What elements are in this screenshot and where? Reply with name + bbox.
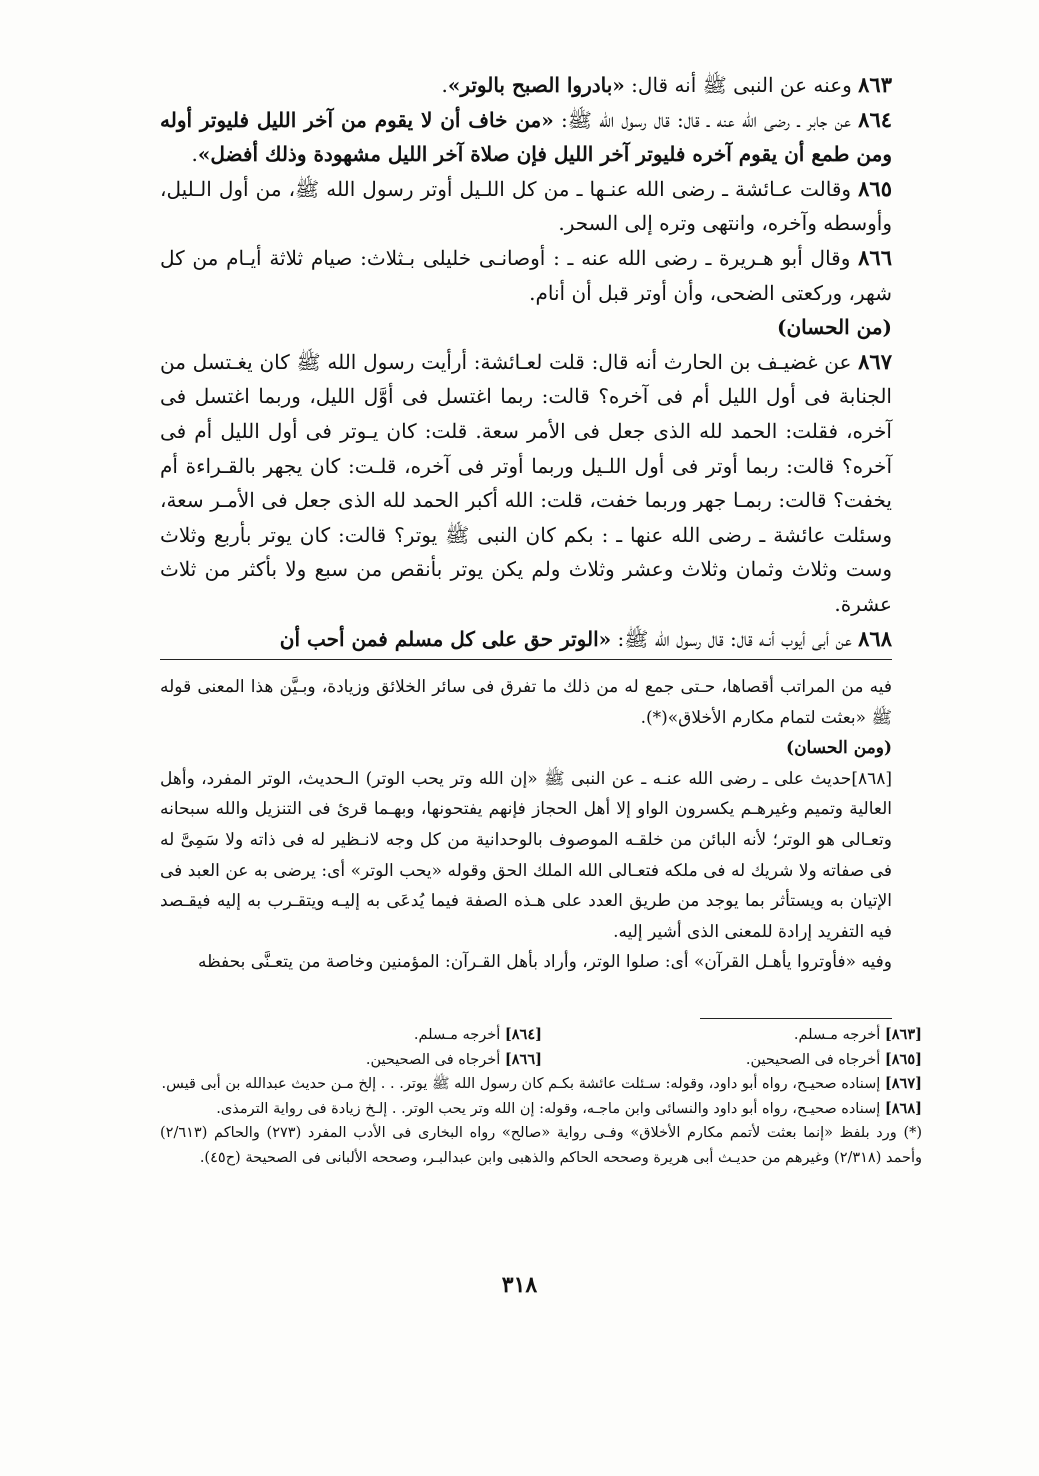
footnote-number: [٨٦٤] <box>504 1026 542 1043</box>
footnote-text: أخرجه مـسلم. <box>413 1027 505 1043</box>
footnote-number: [٨٦٨] <box>884 1099 922 1117</box>
divider-line <box>160 659 892 660</box>
footnote-number: [٨٦٦] <box>504 1050 542 1068</box>
footnote-868 <box>160 1097 922 1122</box>
hadith-tail: . <box>191 142 198 167</box>
footnote-text: إسناده صحيـح، رواه أبو داود، وقوله: سـئلت عائشة بكـم كان رسول الله ﷺ يوتر. . . إلخ مـن حديث عبدالله بن أبى قيس. <box>161 1076 885 1092</box>
footnote-text: أخرجاه فى الصحيحين. <box>365 1051 505 1068</box>
hadith-tail: . <box>441 73 448 97</box>
footnote-number: [٨٦٥] <box>884 1050 922 1068</box>
hadith-isnad: وعنه عن النبى ﷺ أنه قال: <box>624 73 859 97</box>
footnote-row <box>160 1023 922 1048</box>
hadith-isnad: عن جابر ـ رضى الله عنه ـ قال: قال رسول الله ﷺ: <box>553 107 859 132</box>
page-number: ٣١٨ <box>501 1272 538 1298</box>
hadith-matn: «من خاف أن لا يقوم من آخر الليل فليوتر أوله ومن طمع أن يقوم آخره فليوتر آخر الليل فإن صلاة آخر الليل مشهودة وذلك أفضل» <box>160 107 892 167</box>
hadith-text: وقالت عـائشة ـ رضى الله عنـها ـ من كل اللـيل أوتر رسول الله ﷺ، من أول الـليل، وأوسطه وآخره، وانتهى وتره إلى السحر. <box>160 176 892 236</box>
footnote-number: [٨٦٣] <box>884 1026 922 1043</box>
footnote-row <box>160 1048 922 1073</box>
footnote-text: أخرجاه فى الصحيحين. <box>745 1051 885 1068</box>
hadith-865 <box>160 172 892 241</box>
footnote-865 <box>542 1048 922 1073</box>
hadith-number: ٨٦٧ <box>858 348 892 374</box>
hadith-number: ٨٦٨ <box>858 625 892 651</box>
hadith-867 <box>160 345 892 622</box>
hadith-matn: «الوتر حق على كل مسلم فمن أحب أن <box>279 626 612 651</box>
footnotes <box>160 1023 922 1170</box>
hadith-matn: «بادروا الصبح بالوتر» <box>447 73 625 97</box>
hadith-number: ٨٦٤ <box>858 106 893 132</box>
hadith-866 <box>160 241 892 310</box>
commentary-paragraph: وفيه «فأوتروا يأهـل القرآن» أى: صلوا الوتر، وأراد بأهل القـرآن: المؤمنين وخاصة من يتعـنَّى بحفظه <box>197 952 892 973</box>
hadith-isnad: عن أبى أيوب أنـه قال: قال رسول الله ﷺ: <box>611 626 859 651</box>
hadith-number: ٨٦٥ <box>858 175 892 201</box>
hadith-number: ٨٦٦ <box>858 244 892 270</box>
footnote-864 <box>162 1023 542 1048</box>
hadith-text: وقال أبو هـريرة ـ رضى الله عنه ـ : أوصانـى خليلى بـثلاث: صيام ثلاثة أيـام من كل شهر، وركعتى الضحى، وأن أوتر قبل أن أنام. <box>160 245 892 305</box>
footnote-863 <box>542 1023 922 1048</box>
commentary-heading: (ومن الحسان) <box>786 738 892 759</box>
footnote-star: (*) ورد بلفظ «إنما بعثت لأتمم مكارم الأخلاق» وفـى رواية «صالح» رواه البخارى فى الأدب المفرد (٢٧٣) والحاكم (٢/٦١٣) وأحمد (٢/٣١٨) وغيرهم من حديـث أبى هريرة وصححه الحاكم والذهبى وابن عبدالبـر، وصححه الألبانى فى الصحيحة (ح٤٥). <box>160 1125 923 1166</box>
footnote-text: أخرجه مـسلم. <box>793 1027 885 1043</box>
commentary-paragraph: فيه من المراتب أقصاها، حـتى جمع له من ذلك ما تفرق فى سائر الخلائق وزيادة، وبـيَّن هذا المعنى قوله ﷺ «بعثت لتمام مكارم الأخلاق»(*). <box>160 677 892 728</box>
footnote-number: [٨٦٧] <box>884 1075 922 1092</box>
footnote-divider <box>700 1018 892 1019</box>
footnote-867 <box>160 1072 922 1097</box>
hadith-number: ٨٦٣ <box>858 72 892 97</box>
hadith-864 <box>160 103 892 172</box>
main-text <box>160 68 892 656</box>
commentary <box>160 672 892 978</box>
hadith-868 <box>160 622 892 657</box>
footnote-text: إسناده صحيـح، رواه أبو داود والنسائى وابن ماجـه، وقوله: إن الله وتر يحب الوتر. . إلـخ زيادة فى رواية الترمذى. <box>216 1100 885 1117</box>
hadith-text: عن غضيـف بن الحارث أنه قال: قلت لعـائشة: أرأيت رسول الله ﷺ كان يغـتسل من الجنابة فى أول الليل أم فى آخره؟ قالت: ربما اغتسل فى أوَّل الليل، وربما اغتسل فى آخره، فقلت: الحمد لله الذى جعل فى الأمر سعة. قلت: كان يـوتر فى أول الليل أم فى آخره؟ قالت: ربما أوتر فى أول اللـيل وربما أوتر فى آخره، قلـت: كان يجهر بالقـراءة أم يخفت؟ قالت: ربمـا جهر وربما خفت، قلت: الله أكبر الحمد لله الذى جعل فى الأمـر سعة، وسئلت عائشة ـ رضى الله عنها ـ : بكم كان النبى ﷺ يوتر؟ قالت: كان يوتر بأربع وثلاث وست وثلاث وثمان وثلاث وعشر وثلاث ولم يكن يوتر بأنقص من سبع ولا بأكثر من ثلاث عشرة. <box>160 349 892 616</box>
footnote-866 <box>162 1048 542 1073</box>
section-heading-hisan: (من الحسان) <box>776 315 892 340</box>
commentary-paragraph: [٨٦٨]حديث على ـ رضى الله عنـه ـ عن النبى ﷺ «إن الله وتر يحب الوتر) الـحديث، الوتر المفرد، وأهل العالية وتميم وغيرهـم يكسرون الواو إلا أهل الحجاز فإنهم يفتحونها، وبهـما قرئ فى التنزيل والله سبحانه وتعـالى هو الوتر؛ لأنه البائن من خلقـه الموصوف بالوحدانية من كل وجه لانـظير له فى ذاته ولا سَمِىَّ له فى صفاته ولا شريك له فى ملكه فتعـالى الله الملك الحق وقوله «يحب الوتر» أى: يرضى به عن العبد فى الإتيان به ويستأثر بما يوجد من طريق العدد على هـذه الصفة فيما يُدعَى به إليـه ويتقـرب به إليه فيقـصد فيه التفريد إرادة للمعنى الذى أشير إليه. <box>160 768 892 942</box>
hadith-863 <box>160 68 892 103</box>
